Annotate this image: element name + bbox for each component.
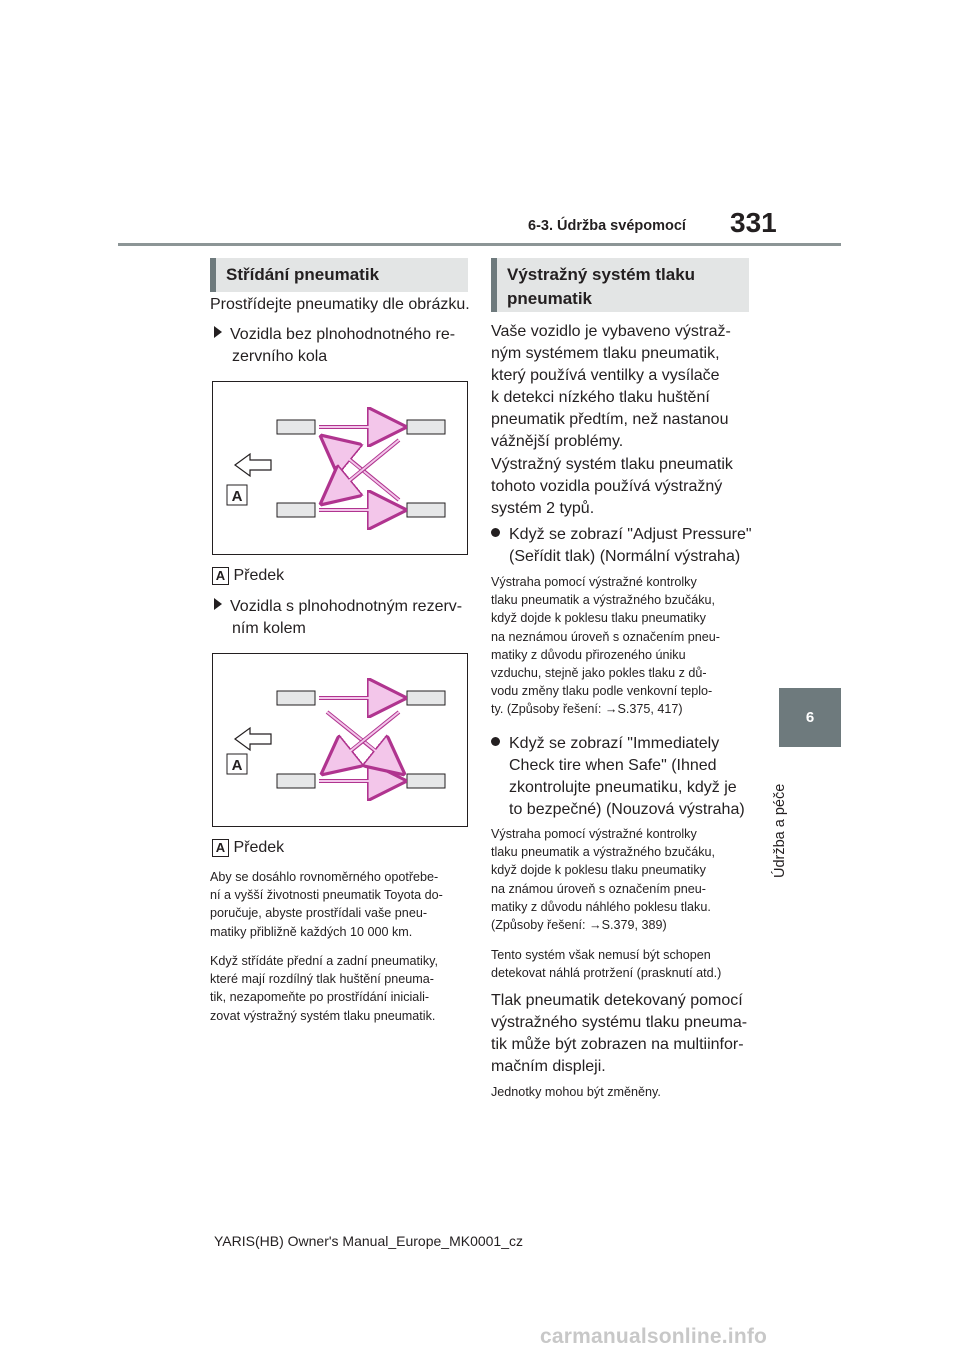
tire-front-left	[277, 691, 315, 705]
chapter-title-text: Údržba a péče	[772, 783, 788, 878]
tire-rear-left	[277, 774, 315, 788]
front-direction-arrow-icon	[235, 454, 271, 476]
bullet-immediately-check: Když se zobrazí "Immediately Check tire when Safe" (Ihned zkontrolujte pneumatiku, když je to bezpečné) (Nouzová výstraha)	[491, 733, 755, 821]
rotation-intro: Prostřídejte pneumatiky dle obrázku.	[210, 296, 470, 313]
header-divider	[118, 243, 841, 246]
manual-footer: YARIS(HB) Owner's Manual_Europe_MK0001_cz	[214, 1233, 523, 1249]
tire-rear-right	[407, 774, 445, 788]
rotation-heading: Střídání pneumatik	[210, 258, 468, 292]
item-no-spare	[214, 324, 474, 368]
site-watermark: carmanualsonline.info	[540, 1325, 768, 1348]
item-with-spare-line1: Vozidla s plnohodnotným rezerv-	[230, 598, 463, 615]
item-with-spare	[214, 596, 474, 640]
rotation-diagram-with-spare	[212, 653, 468, 827]
bullet-adjust-pressure: Když se zobrazí "Adjust Pressure" (Seřídit tlak) (Normální výstraha)	[491, 524, 755, 568]
rotation-note-2: Když střídáte přední a zadní pneumatiky, které mají rozdílný tlak huštění pneuma- tik, nezapomeňte po prostřídání iniciali- zovat výstražný systém tlaku pneumatik.	[210, 954, 438, 1023]
bullet-icon	[491, 528, 500, 537]
caption-front-1	[212, 565, 284, 587]
item-no-spare-line2: zervního kola	[232, 348, 328, 365]
tpws-heading-line1: Výstražný systém tlaku	[507, 265, 696, 284]
tpws-intro: Vaše vozidlo je vybaveno výstraž- ným systémem tlaku pneumatik, který používá ventilky a vysílače k detekci nízkého tlaku huštění pneumatik předtím, než nastanou vážnější problémy.	[491, 323, 731, 450]
tire-front-right	[407, 691, 445, 705]
tire-front-right	[407, 420, 445, 434]
caption-text: Předek	[233, 567, 285, 584]
bullet-immediately-check-desc: Výstraha pomocí výstražné kontrolky tlaku pneumatik a výstražného bzučáku, když dojde k poklesu tlaku pneumatiky na známou úroveň s označením pneu- matiky z důvodu náhlého poklesu tlaku. (Způsoby řešení: →S.379, 389)	[491, 827, 716, 933]
rotation-diagram-svg	[213, 654, 467, 826]
tpws-display-info: Tlak pneumatik detekovaný pomocí výstražného systému tlaku pneuma- tik může být zobrazen na multiinfor- mačním displeji.	[491, 992, 748, 1075]
bullet-icon	[491, 737, 500, 746]
tpws-limitation-note: Tento systém však nemusí být schopen detekovat náhlá protržení (prasknutí atd.)	[491, 948, 722, 981]
tpws-heading	[491, 258, 749, 312]
units-note: Jednotky mohou být změněny.	[491, 1085, 661, 1099]
tire-rear-left	[277, 503, 315, 517]
tpws-heading-line2: pneumatik	[507, 289, 593, 308]
label-a: A	[231, 757, 243, 774]
front-direction-arrow-icon	[235, 728, 271, 750]
item-with-spare-line2: ním kolem	[232, 620, 306, 637]
caption-letter-box: A	[212, 567, 229, 585]
label-a: A	[231, 488, 243, 505]
bullet-adjust-pressure-desc: Výstraha pomocí výstražné kontrolky tlaku pneumatik a výstražného bzučáku, když dojde k poklesu tlaku pneumatiky na neznámou úroveň s označením pneu- matiky z důvodu přirozeného úniku vzduchu, stejně jako pokles tlaku z dů- vodu změny tlaku podle venkovní teplo- ty. (Způsoby řešení: →S.375, 417)	[491, 575, 720, 717]
rotation-note-1: Aby se dosáhlo rovnoměrného opotřebe- ní a vyšší životnosti pneumatik Toyota do- poručuje, abyste prostřídali vaše pneu- matiky přibližně každých 10 000 km.	[210, 870, 443, 939]
section-title: 6-3. Údržba svépomocí	[528, 218, 686, 234]
triangle-bullet-icon	[214, 598, 222, 610]
page-number: 331	[730, 207, 777, 238]
tpws-types: Výstražný systém tlaku pneumatik tohoto vozidla používá výstražný systém 2 typů.	[491, 456, 733, 517]
rotation-diagram-svg	[213, 382, 467, 554]
chapter-title	[772, 770, 800, 880]
chapter-tab: 6	[779, 688, 841, 747]
item-no-spare-line1: Vozidla bez plnohodnotného re-	[230, 326, 456, 343]
tire-front-left	[277, 420, 315, 434]
caption-text: Předek	[233, 839, 285, 856]
tire-rear-right	[407, 503, 445, 517]
caption-letter-box: A	[212, 839, 229, 857]
triangle-bullet-icon	[214, 326, 222, 338]
caption-front-2	[212, 837, 284, 859]
rotation-diagram-no-spare	[212, 381, 468, 555]
